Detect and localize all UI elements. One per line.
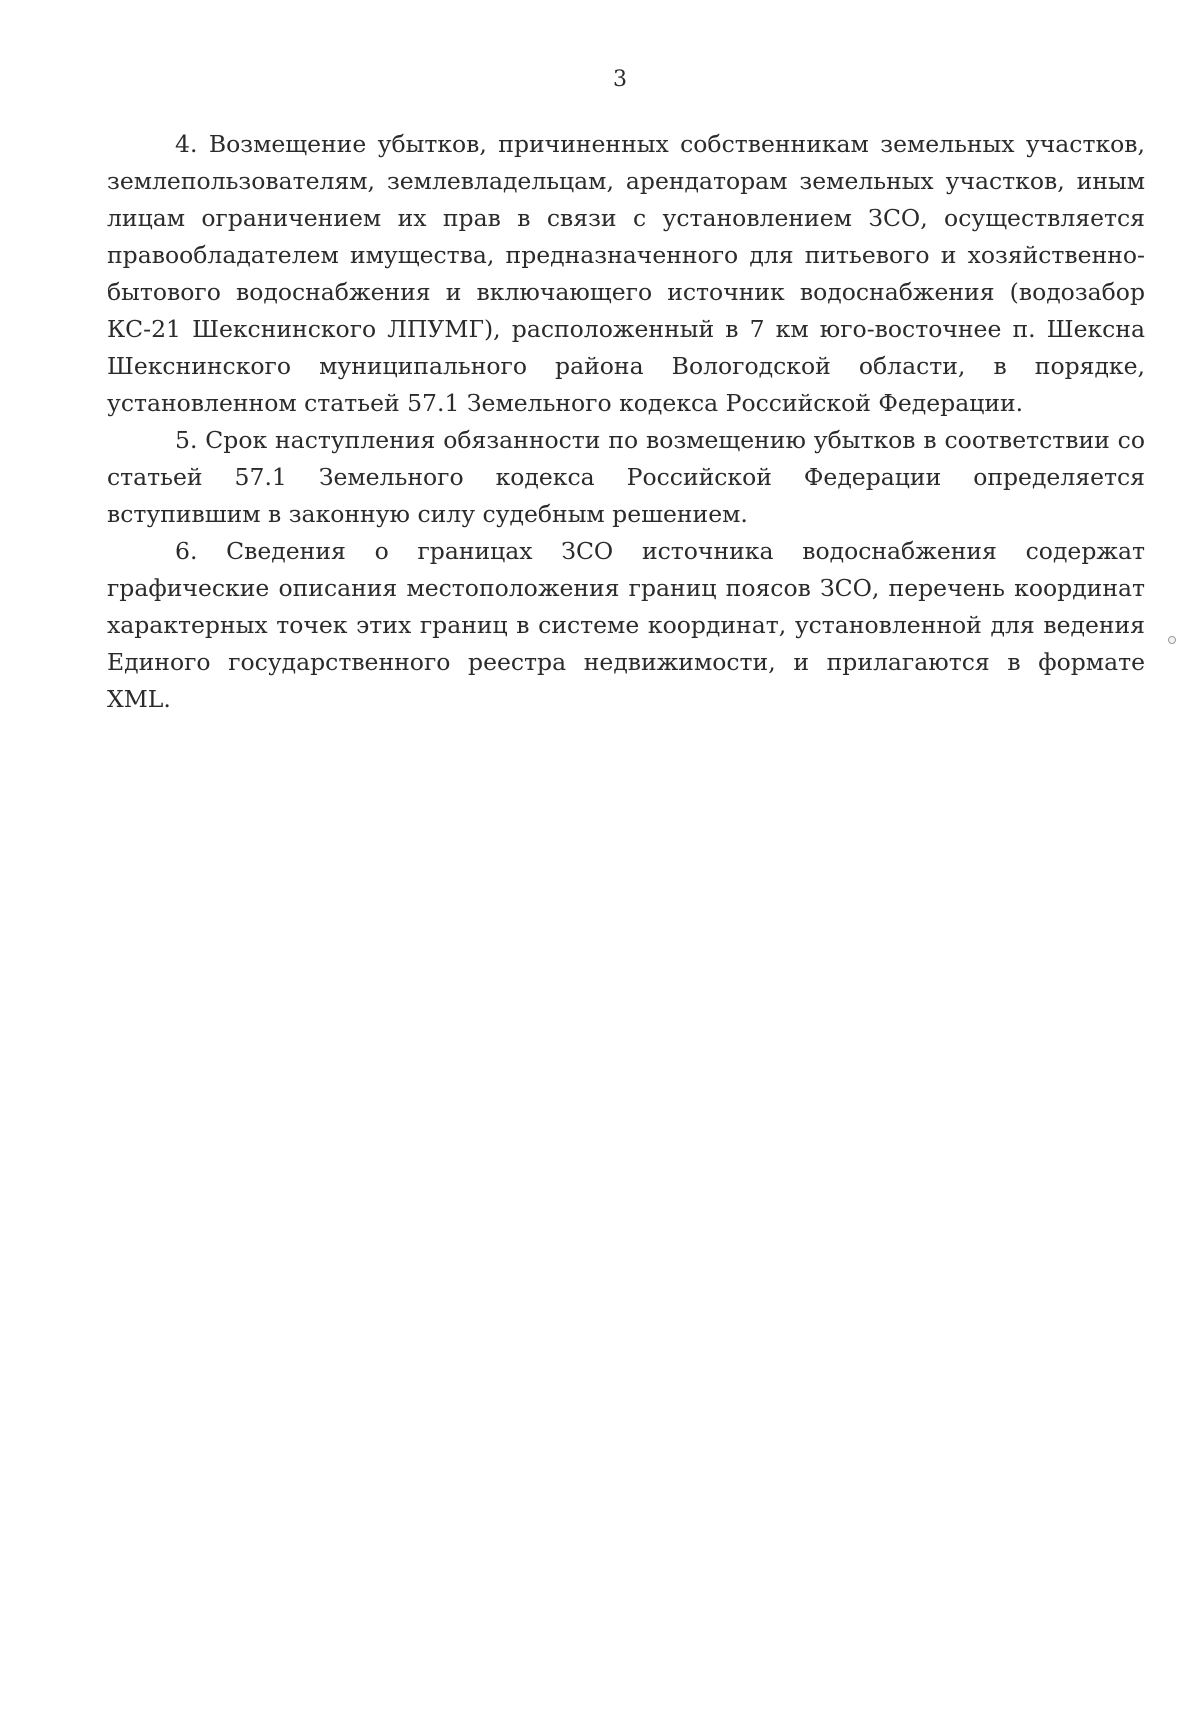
document-body — [107, 126, 1145, 718]
paragraph-5: 5. Срок наступления обязанности по возмещению убытков в соответствии со статьей 57.1 Земельного кодекса Российской Федерации определяется вступившим в законную силу судебным решением. — [107, 426, 1145, 528]
paragraph-4: 4. Возмещение убытков, причиненных собственникам земельных участков, землепользователям, землевладельцам, арендаторам земельных участков, иным лицам ограничением их прав в связи с установлением ЗСО, осуществляется правообладателем имущества, предназначенного для питьевого и хозяйственно-бытового водоснабжения и включающего источник водоснабжения (водозабор КС-21 Шекснинского ЛПУМГ), расположенный в 7 км юго-восточнее п. Шексна Шекснинского муниципального района Вологодской области, в порядке, установленном статьей 57.1 Земельного кодекса Российской Федерации. — [107, 130, 1145, 417]
paragraph-6: 6. Сведения о границах ЗСО источника водоснабжения содержат графические описания местоположения границ поясов ЗСО, перечень координат характерных точек этих границ в системе координат, установленной для ведения Единого государственного реестра недвижимости, и прилагаются в формате XML. — [107, 537, 1145, 713]
page-number: 3 — [613, 67, 627, 92]
margin-dot-icon — [1168, 636, 1176, 644]
